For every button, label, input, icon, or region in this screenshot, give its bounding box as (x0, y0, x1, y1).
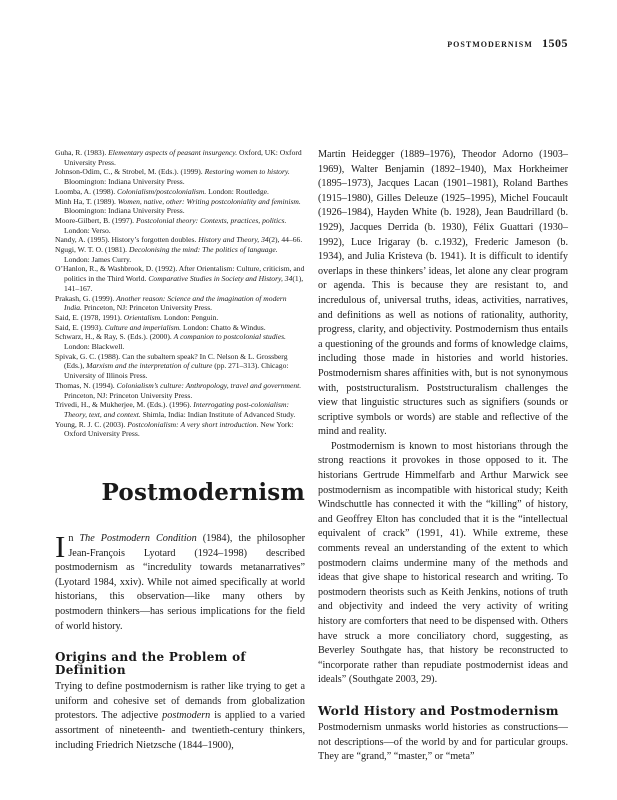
reference-entry: Ngugi, W. T. O. (1981). Decolonising the mind: The politics of language. London: James Curry. (55, 245, 278, 264)
right-column (318, 148, 568, 765)
origins-paragraph: Trying to define postmodernism is rather like trying to get a uniform and cohesive set of demands from globalization protestors. The adjective postmodern is applied to a varied assortment of nineteenth- and twentieth-century thinkers, including Friedrich Nietzsche (1844–1900), (55, 681, 305, 751)
reference-entry: Spivak, G. C. (1988). Can the subaltern speak? In C. Nelson & L. Grossberg (Eds.), Marxism and the interpretation of culture (pp. 271–313). Chicago: University of Illinois Press. (55, 351, 289, 381)
running-head (318, 36, 568, 51)
drop-cap: I (55, 529, 66, 565)
intro-paragraph: In The Postmodern Condition (1984), the philosopher Jean-François Lyotard (1924–1998) described postmodernism as “incredulity towards metanarratives” (Lyotard 1984, xxiv). While not aimed specifically at world historians, this observation—like many others by postmodern thinkers—has serious implications for the field of world history. (55, 529, 306, 632)
reference-entry: Minh Ha, T. (1989). Women, native, other: Writing postcoloniality and feminism. Bloomington: Indiana University Press. (55, 196, 301, 216)
reference-entry: Moore-Gilbert, B. (1997). Postcolonial theory: Contexts, practices, politics. London: Verso. (55, 215, 287, 235)
body-paragraph-2: Postmodernism is known to most historians through the strong reactions it provokes in those opposed to it. The historians Gertrude Himmelfarb and Arthur Marwick see postmodernism as incompatible with historical study; Keith Windschuttle has connected it with the “killing” of history, and Geoffrey Elton has concluded that it is the “intellectual equivalent of crack” (1991, 41). While extreme, these comments reveal an understanding of the extent to which postmodern claims undermine many of the methods and ideas that give shape to historical research and writing. To postmodern theorists such as Keith Jenkins, notions of truth and objectivity and indeed the very activity of writing history are comforters that need to be dispensed with. Others have struck a more conciliatory chord, suggesting, as Beverley Southgate has, that history be reconstructed to “incorporate rather than repudiate postmodernist ideas and ideals” (Southgate 2003, 29). (318, 440, 568, 686)
subhead-origins: Origins and the Problem of Definition (55, 650, 246, 678)
reference-entry: Nandy, A. (1995). History’s forgotten doubles. History and Theory, 34(2), 44–66. (55, 235, 303, 245)
book-title: The Postmodern Condition (79, 533, 197, 545)
reference-entry: Schwarz, H., & Ray, S. (Eds.). (2000). A companion to postcolonial studies. London: Blackwell. (55, 332, 286, 352)
subhead-world-history: World History and Postmodernism (318, 703, 559, 718)
reference-entry: Guha, R. (1983). Elementary aspects of peasant insurgency. Oxford, UK: Oxford University Press. (55, 148, 302, 167)
body-paragraph-3: Postmodernism unmasks world histories as constructions—not descriptions—of the world by and for particular groups. They are “grand,” “master,” or “meta” (318, 721, 568, 763)
article-title: Postmodernism (101, 479, 305, 507)
reference-list (55, 148, 305, 439)
reference-entry: Prakash, G. (1999). Another reason: Science and the imagination of modern India. Princeton, NJ: Princeton University Press. (55, 293, 287, 313)
reference-entry: Loomba, A. (1998). Colonialism/postcolonialism. London: Routledge. (55, 186, 269, 196)
left-column (55, 148, 305, 753)
reference-entry: Trivedi, H., & Mukherjee, M. (Eds.). (1996). Interrogating post-colonialism: Theory, text, and context. Shimla, India: Indian Institute of Advanced Study. (55, 400, 296, 419)
reference-entry: Said, E. (1978, 1991). Orientalism. London: Penguin. (55, 312, 219, 322)
reference-entry: Thomas, N. (1994). Colonialism’s culture: Anthropology, travel and government. Princeton, NJ: Princeton University Press. (55, 380, 302, 400)
running-head-title: postmodernism (447, 38, 533, 50)
page-number: 1505 (542, 36, 568, 50)
reference-entry: O’Hanlon, R., & Washbrook, D. (1992). After Orientalism: Culture, criticism, and politics in the Third World. Comparative Studies in Society and History, 34(1), 141–167. (55, 264, 305, 293)
reference-entry: Young, R. J. C. (2003). Postcolonialism: A very short introduction. New York: Oxford University Press. (55, 419, 294, 439)
reference-entry: Said, E. (1993). Culture and imperialism. London: Chatto & Windus. (55, 322, 266, 332)
reference-entry: Johnson-Odim, C., & Strobel, M. (Eds.). (1999). Restoring women to history. Bloomington: Indiana University Press. (55, 167, 290, 187)
body-paragraph-1: Martin Heidegger (1889–1976), Theodor Adorno (1903–1969), Walter Benjamin (1892–1940), Max Horkheimer (1895–1973), Jacques Lacan (1901–1981), Roland Barthes (1915–1980), Gilles Deleuze (1925–1995), Michel Foucault (1926–1984), Hayden White (b. 1928), Jean Baudrillard (b. 1929), Jacques Derrida (b. 1930), Félix Guattari (1930–1992), Luce Irigaray (b. c.1932), Frederic Jameson (b. 1934), and Julia Kristeva (b. 1941). It is difficult to identify overlaps in these thinkers’ ideas, let alone any clear program or agenda. This is because they are resistant to, and incredulous of, universal truths, ideas, activities, narratives, and definitions as well as notions of rationality, authority, progress, clarity, and objectivity. Postmodernism thus entails a questioning of the grounds and forms of knowledge claims, including those made in histories and world histories. Postmodernism shares affinities with, but is not synonymous with, poststructuralism. Poststructuralism challenges the view that linguistic structures such as signifiers (sounds or scriptive symbols or words) are stable and reflective of the mind and reality. (318, 149, 568, 438)
